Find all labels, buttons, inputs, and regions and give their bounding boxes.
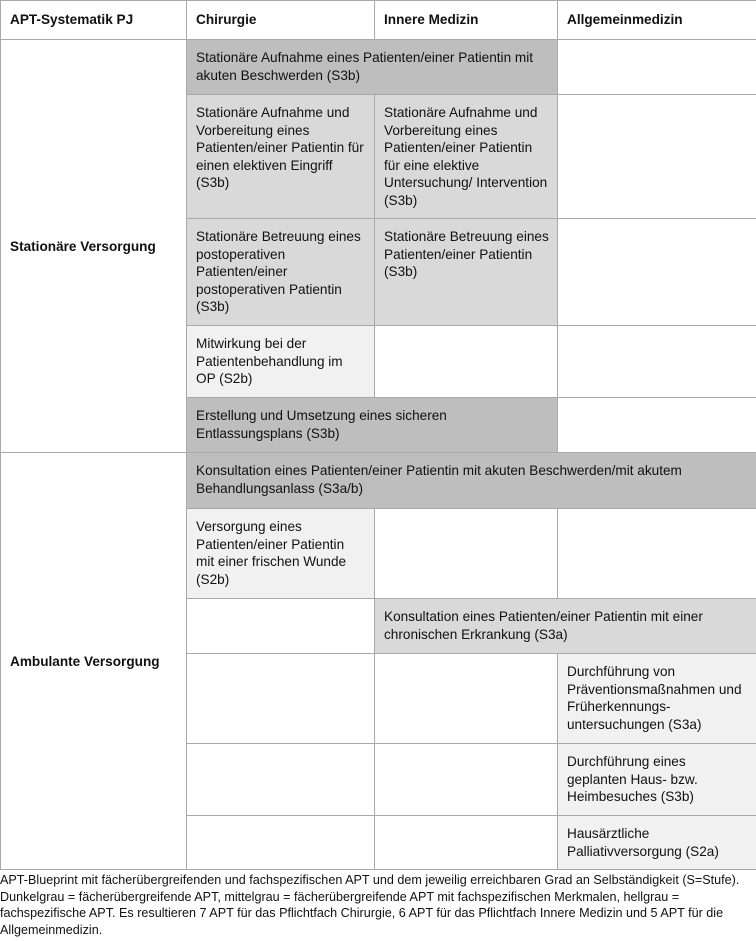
apt-cell: Versorgung eines Patienten/einer Patientin mit einer frischen Wunde (S2b) xyxy=(187,509,375,599)
apt-cell: Stationäre Aufnahme eines Patienten/einer Patientin mit akuten Beschwerden (S3b) xyxy=(187,40,558,95)
apt-cell: Konsultation eines Patienten/einer Patientin mit einer chronischen Erkrankung (S3a) xyxy=(375,599,756,654)
apt-cell: Mitwirkung bei der Patientenbehandlung im OP (S2b) xyxy=(187,326,375,398)
empty-cell xyxy=(187,816,375,870)
empty-cell xyxy=(558,326,756,398)
empty-cell xyxy=(187,744,375,816)
apt-cell: Stationäre Betreuung eines Patienten/einer Patientin (S3b) xyxy=(375,219,558,326)
empty-cell xyxy=(558,398,756,453)
empty-cell xyxy=(558,40,756,95)
table-row xyxy=(1,453,756,509)
empty-cell xyxy=(187,599,375,654)
header-innere-medizin: Innere Medizin xyxy=(375,1,558,40)
apt-cell: Stationäre Aufnahme und Vorbereitung eines Patienten/einer Patientin für eine elektive Untersuchung/ Intervention (S3b) xyxy=(375,95,558,219)
apt-cell: Stationäre Betreuung eines postoperativen Patienten/einer postoperativen Patientin (S3b) xyxy=(187,219,375,326)
header-chirurgie: Chirurgie xyxy=(187,1,375,40)
group-label-stationaer: Stationäre Versorgung xyxy=(1,40,187,453)
apt-cell: Konsultation eines Patienten/einer Patientin mit akuten Beschwerden/mit akutem Behandlungsanlass (S3a/b) xyxy=(187,453,756,509)
group-label-ambulant: Ambulante Versorgung xyxy=(1,453,187,870)
header-apt-systematik: APT-Systematik PJ xyxy=(1,1,187,40)
apt-cell: Hausärztliche Palliativversorgung (S2a) xyxy=(558,816,756,870)
empty-cell xyxy=(375,816,558,870)
apt-cell: Durchführung eines geplanten Haus- bzw. Heimbesuches (S3b) xyxy=(558,744,756,816)
apt-cell: Durchführung von Präventionsmaßnahmen und Früherkennungs-untersuchungen (S3a) xyxy=(558,654,756,744)
empty-cell xyxy=(375,509,558,599)
table-row xyxy=(1,40,756,95)
empty-cell xyxy=(375,744,558,816)
empty-cell xyxy=(558,219,756,326)
header-allgemeinmedizin: Allgemeinmedizin xyxy=(558,1,756,40)
empty-cell xyxy=(375,326,558,398)
table-caption: APT-Blueprint mit fächerübergreifenden und fachspezifischen APT und dem jeweilig erreichbaren Grad an Selbständigkeit (S=Stufe). Dunkelgrau = fächerübergreifende APT, mittelgrau = fächerübergreifende APT mit fachspezifischen Merkmalen, hellgrau = fachspezifische APT. Es resultieren 7 APT für das Pflichtfach Chirurgie, 6 APT für das Pflichtfach Innere Medizin und 5 APT für die Allgemeinmedizin. xyxy=(0,873,740,937)
header-row xyxy=(1,1,756,40)
apt-cell: Erstellung und Umsetzung eines sicheren Entlassungsplans (S3b) xyxy=(187,398,558,453)
apt-cell: Stationäre Aufnahme und Vorbereitung eines Patienten/einer Patientin für einen elektiven Eingriff (S3b) xyxy=(187,95,375,219)
empty-cell xyxy=(375,654,558,744)
empty-cell xyxy=(558,509,756,599)
empty-cell xyxy=(558,95,756,219)
empty-cell xyxy=(187,654,375,744)
